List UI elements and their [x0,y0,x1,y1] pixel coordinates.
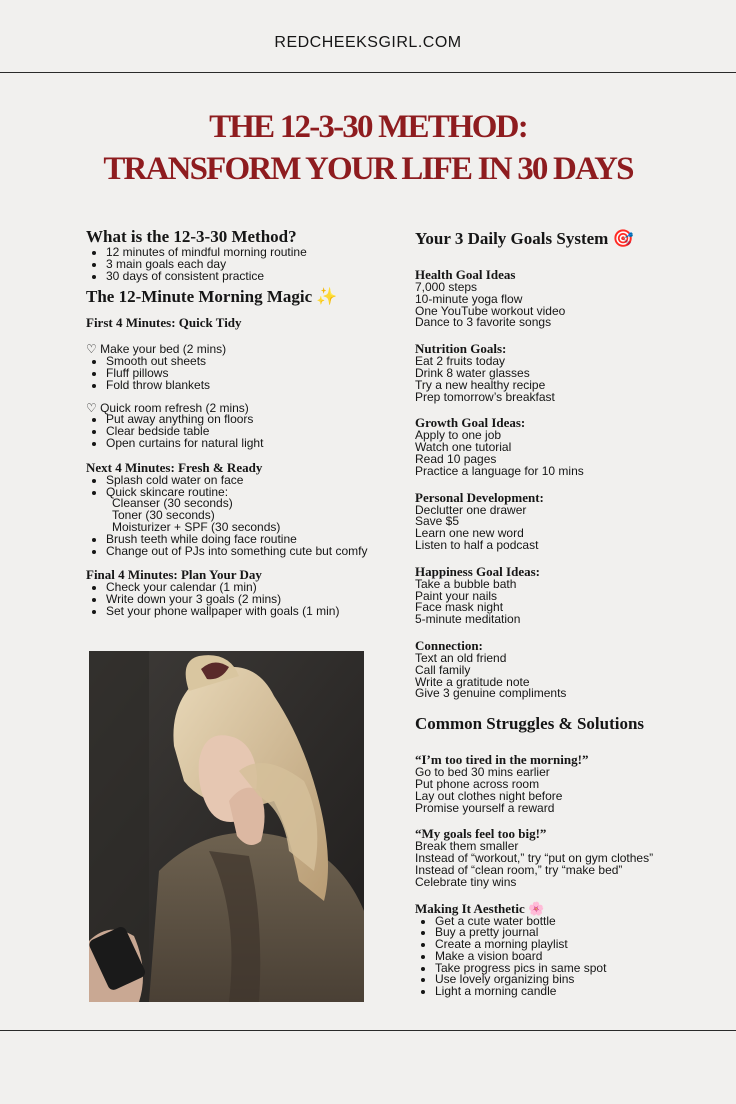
site-url: REDCHEEKSGIRL.COM [274,34,462,51]
tired-list [415,767,715,814]
aesthetic-heading: Making It Aesthetic 🌸 [415,900,545,916]
list-item: • Fold throw blankets [106,380,386,392]
list-item: • 3 main goals each day [106,259,386,271]
list-item: • Buy a pretty journal [435,927,715,939]
list-item: Break them smaller [415,839,519,854]
list-item: Dance to 3 favorite songs [415,315,552,330]
happiness-list [415,576,715,627]
connection-heading: Connection: [415,637,483,653]
page-subtitle: TRANSFORM YOUR LIFE IN 30 DAYS [103,151,633,187]
final-heading: Final 4 Minutes: Plan Your Day [86,567,262,583]
list-item: Celebrate tiny wins [415,874,517,889]
list-item: • 30 days of consistent practice [106,271,386,283]
next-list-2 [86,531,386,558]
list-item: 7,000 steps [415,280,478,294]
list-item: Instead of “workout,” try “put on gym clothes” [415,851,654,866]
list-item: 10-minute yoga flow [415,291,523,306]
list-item: Listen to half a podcast [415,537,539,552]
list-item: • Fluff pillows [106,368,386,380]
list-item: Paint your nails [415,588,498,603]
skincare-step: Moisturizer + SPF (30 seconds) [112,519,281,534]
list-item: • Splash cold water on face [106,475,386,487]
nutrition-list [415,356,715,403]
list-item: • Write down your 3 goals (2 mins) [106,594,386,606]
connection-list [415,650,715,701]
left-column [86,227,386,618]
list-item: Give 3 genuine compliments [415,686,567,701]
room-label: ♡ Quick room refresh (2 mins) [86,400,249,415]
skincare-steps [86,498,386,533]
photo-illustration [89,651,364,1002]
list-item: • Brush teeth while doing face routine [106,534,386,546]
growth-heading: Growth Goal Ideas: [415,415,526,431]
list-item: Apply to one job [415,428,502,443]
list-item: Take a bubble bath [415,576,517,591]
list-item: Go to bed 30 mins earlier [415,765,550,780]
list-item: Lay out clothes night before [415,788,563,803]
health-list [415,282,715,329]
page-title: THE 12-3-30 METHOD: [209,109,527,145]
aesthetic-list [415,913,715,999]
list-item: Put phone across room [415,776,540,791]
list-item: Read 10 pages [415,451,497,466]
list-item: Instead of “clean room,” try “make bed” [415,862,623,877]
list-item: • Set your phone wallpaper with goals (1 min) [106,606,386,618]
list-item: • 12 minutes of mindful morning routine [106,247,386,259]
bed-label: ♡ Make your bed (2 mins) [86,342,227,357]
list-item: Try a new healthy recipe [415,377,546,392]
list-item: • Create a morning playlist [435,939,715,951]
list-item: • Smooth out sheets [106,356,386,368]
final-list [86,582,386,617]
next-heading: Next 4 Minutes: Fresh & Ready [86,459,263,475]
list-item: • Clear bedside table [106,426,386,438]
list-item: Drink 8 water glasses [415,365,530,380]
list-item: Save $5 [415,514,460,529]
list-item: • Open curtains for natural light [106,438,386,450]
growth-list [415,430,715,477]
room-list [86,414,386,449]
bottom-divider [0,1030,736,1031]
list-item: • Put away anything on floors [106,414,386,426]
personal-list [415,502,715,552]
top-divider [0,72,736,73]
skincare-step: Cleanser (30 seconds) [112,496,233,511]
list-item: Eat 2 fruits today [415,354,506,369]
list-item: Call family [415,662,471,677]
bed-list [86,356,386,391]
health-heading: Health Goal Ideas [415,267,516,282]
list-item: • Make a vision board [435,951,715,963]
list-item: • Light a morning candle [435,986,715,998]
list-item: Watch one tutorial [415,440,512,455]
next-list [86,472,386,499]
list-item: Declutter one drawer [415,502,527,517]
list-item: Promise yourself a reward [415,800,555,815]
list-item: • Check your calendar (1 min) [106,582,386,594]
struggles-heading: Common Struggles & Solutions [415,714,645,734]
what-heading: What is the 12-3-30 Method? [86,227,297,246]
list-item: Learn one new word [415,526,524,541]
list-item: Practice a language for 10 mins [415,463,584,478]
what-list [86,247,386,282]
woman-photo [89,651,364,1002]
personal-heading: Personal Development: [415,489,544,505]
happiness-heading: Happiness Goal Ideas: [415,563,540,579]
list-item: • Take progress pics in same spot [435,963,715,975]
list-item: • Change out of PJs into something cute but comfy [106,546,386,558]
nutrition-heading: Nutrition Goals: [415,341,507,357]
tired-heading: “I’m too tired in the morning!” [415,752,589,768]
list-item: • Get a cute water bottle [435,916,715,928]
list-item: Prep tomorrow’s breakfast [415,389,555,404]
list-item: Write a gratitude note [415,674,530,689]
goals-heading: Your 3 Daily Goals System 🎯 [415,229,634,248]
big-heading: “My goals feel too big!” [415,826,547,842]
list-item: • Use lovely organizing bins [435,974,715,986]
list-item: One YouTube workout video [415,303,566,318]
list-item: • Quick skincare routine: [106,487,386,499]
list-item: Face mask night [415,600,504,615]
first-heading: First 4 Minutes: Quick Tidy [86,315,242,331]
magic-heading: The 12-Minute Morning Magic ✨ [86,287,338,307]
big-list [415,841,715,888]
right-column [415,229,715,998]
list-item: 5-minute meditation [415,612,521,627]
list-item: Text an old friend [415,650,507,665]
skincare-step: Toner (30 seconds) [112,508,215,523]
